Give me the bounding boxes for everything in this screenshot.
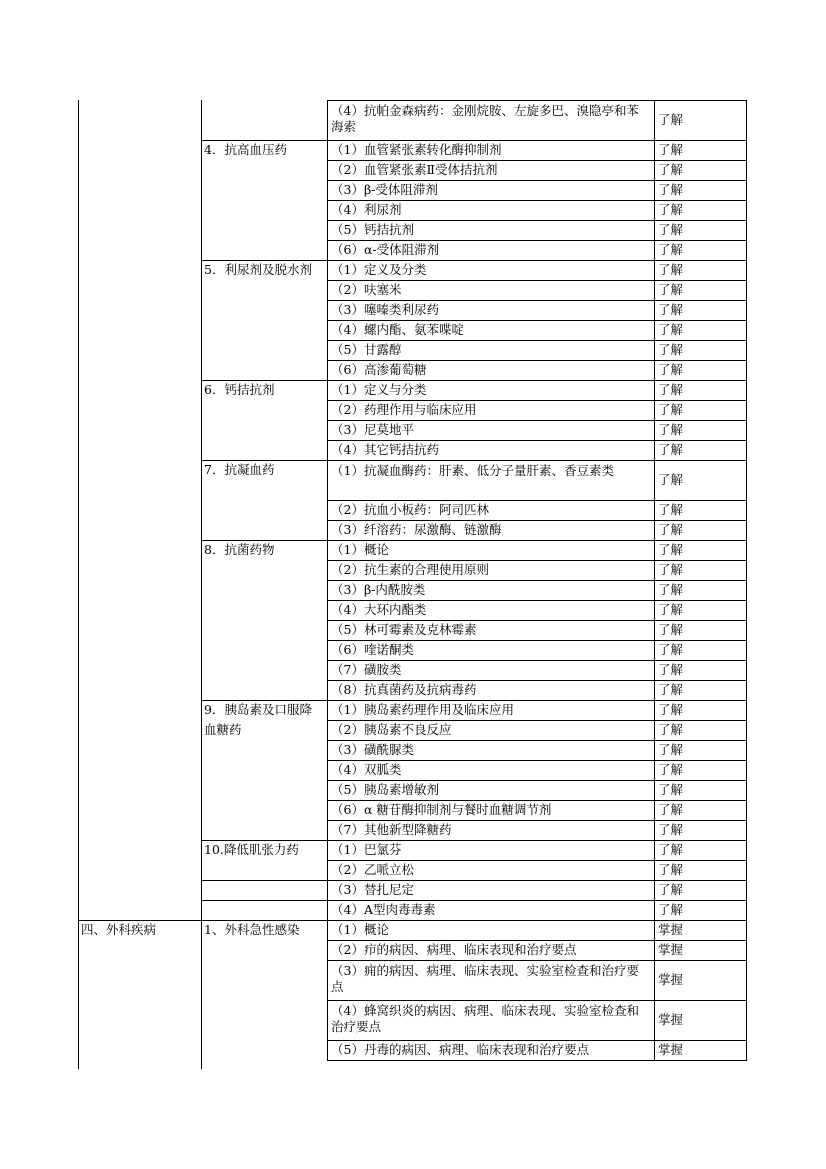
row-content: （8）抗真菌药及抗病毒药 — [331, 682, 477, 697]
row-level: 了解 — [658, 162, 684, 177]
row-level: 了解 — [658, 112, 684, 127]
row-level: 了解 — [658, 282, 684, 297]
row-content: （2）呋塞米 — [331, 282, 402, 297]
row-level: 了解 — [658, 342, 684, 357]
row-level: 了解 — [658, 622, 684, 637]
row-level: 了解 — [658, 702, 684, 717]
row-level: 了解 — [658, 782, 684, 797]
row-content: （6）高渗葡萄糖 — [331, 362, 427, 377]
row-content: （2）血管紧张素Ⅱ受体拮抗剂 — [331, 162, 498, 177]
row-content: （1）巴氯芬 — [331, 842, 402, 857]
row-level: 掌握 — [658, 1042, 684, 1057]
section-label: 8．抗菌药物 — [204, 542, 275, 557]
row-content: （6）α-受体阻滞剂 — [331, 242, 440, 257]
row-content: （1）定义及分类 — [331, 262, 427, 277]
row-content: （3）纤溶药：尿激酶、链激酶 — [331, 522, 502, 537]
row-content: （1）概论 — [331, 922, 389, 937]
row-content: （3）尼莫地平 — [331, 422, 414, 437]
section-label: 9．胰岛素及口服降血糖药 — [204, 702, 312, 737]
row-content: （5）林可霉素及克林霉素 — [331, 622, 477, 637]
row-content: （7）磺胺类 — [331, 662, 402, 677]
row-content: （2）药理作用与临床应用 — [331, 402, 477, 417]
row-content: （4）其它钙拮抗药 — [331, 442, 439, 457]
row-content: （4）大环内酯类 — [331, 602, 427, 617]
row-content: （5）胰岛素增敏剂 — [331, 782, 439, 797]
row-content: （3）痈的病因、病理、临床表现、实验室检查和治疗要点 — [331, 963, 639, 994]
row-content: （2）胰岛素不良反应 — [331, 722, 452, 737]
row-content: （4）螺内酯、氨苯喋啶 — [331, 322, 464, 337]
row-level: 了解 — [658, 562, 684, 577]
row-level: 掌握 — [658, 922, 684, 937]
row-content: （4）利尿剂 — [331, 202, 402, 217]
row-level: 了解 — [658, 472, 684, 487]
section-label: 7．抗凝血药 — [204, 462, 275, 477]
row-level: 了解 — [658, 582, 684, 597]
row-content: （6）α 糖苷酶抑制剂与餐时血糖调节剂 — [331, 802, 552, 817]
row-content: （1）血管紧张素转化酶抑制剂 — [331, 142, 502, 157]
row-level: 了解 — [658, 322, 684, 337]
row-content: （4）抗帕金森病药：金刚烷胺、左旋多巴、溴隐亭和苯海索 — [331, 103, 639, 134]
row-content: （5）丹毒的病因、病理、临床表现和治疗要点 — [331, 1042, 589, 1057]
row-level: 了解 — [658, 822, 684, 837]
row-content: （2）抗生素的合理使用原则 — [331, 562, 489, 577]
row-level: 了解 — [658, 742, 684, 757]
row-level: 了解 — [658, 882, 684, 897]
row-level: 了解 — [658, 842, 684, 857]
row-level: 了解 — [658, 602, 684, 617]
row-content: （3）噻嗪类利尿药 — [331, 302, 439, 317]
row-level: 了解 — [658, 682, 684, 697]
row-content: （6）喹诺酮类 — [331, 642, 414, 657]
row-level: 了解 — [658, 522, 684, 537]
section-label: 4．抗高血压药 — [204, 142, 287, 157]
row-content: （3）磺酰脲类 — [331, 742, 414, 757]
row-content: （1）胰岛素药理作用及临床应用 — [331, 702, 514, 717]
row-level: 了解 — [658, 762, 684, 777]
row-content: （1）定义与分类 — [331, 382, 427, 397]
row-content: （1）概论 — [331, 542, 389, 557]
row-content: （4）蜂窝织炎的病因、病理、临床表现、实验室检查和治疗要点 — [331, 1003, 639, 1034]
row-level: 了解 — [658, 902, 684, 917]
row-content: （7）其他新型降糖药 — [331, 822, 452, 837]
section-label: 10.降低肌张力药 — [204, 842, 299, 857]
row-content: （5）甘露醇 — [331, 342, 402, 357]
row-level: 了解 — [658, 222, 684, 237]
row-level: 掌握 — [658, 1012, 684, 1027]
row-level: 了解 — [658, 642, 684, 657]
row-content: （5）钙拮抗剂 — [331, 222, 414, 237]
row-level: 了解 — [658, 502, 684, 517]
row-content: （3）β-受体阻滞剂 — [331, 182, 438, 197]
row-level: 了解 — [658, 442, 684, 457]
row-content: （2）疖的病因、病理、临床表现和治疗要点 — [331, 942, 577, 957]
row-content: （2）乙哌立松 — [331, 862, 414, 877]
section-label: 6．钙拮抗剂 — [204, 382, 275, 397]
row-level: 了解 — [658, 422, 684, 437]
row-content: （2）抗血小板药：阿司匹林 — [331, 502, 489, 517]
row-level: 掌握 — [658, 942, 684, 957]
row-level: 了解 — [658, 862, 684, 877]
row-level: 了解 — [658, 542, 684, 557]
section-label: 5．利尿剂及脱水剂 — [204, 262, 312, 277]
row-content: （4）A型肉毒毒素 — [331, 902, 436, 917]
row-level: 了解 — [658, 202, 684, 217]
row-level: 了解 — [658, 362, 684, 377]
row-level: 了解 — [658, 802, 684, 817]
row-content: （3）β-内酰胺类 — [331, 582, 426, 597]
row-level: 了解 — [658, 382, 684, 397]
row-level: 了解 — [658, 302, 684, 317]
row-content: （3）替扎尼定 — [331, 882, 414, 897]
row-level: 了解 — [658, 182, 684, 197]
row-level: 了解 — [658, 402, 684, 417]
row-level: 了解 — [658, 262, 684, 277]
row-level: 了解 — [658, 722, 684, 737]
row-level: 了解 — [658, 242, 684, 257]
row-content: （1）抗凝血酶药：肝素、低分子量肝素、香豆素类 — [331, 463, 614, 478]
row-level: 掌握 — [658, 972, 684, 987]
section-label: 1、外科急性感染 — [204, 922, 300, 937]
category-label: 四、外科疾病 — [81, 922, 157, 937]
row-level: 了解 — [658, 142, 684, 157]
row-level: 了解 — [658, 662, 684, 677]
row-content: （4）双胍类 — [331, 762, 402, 777]
